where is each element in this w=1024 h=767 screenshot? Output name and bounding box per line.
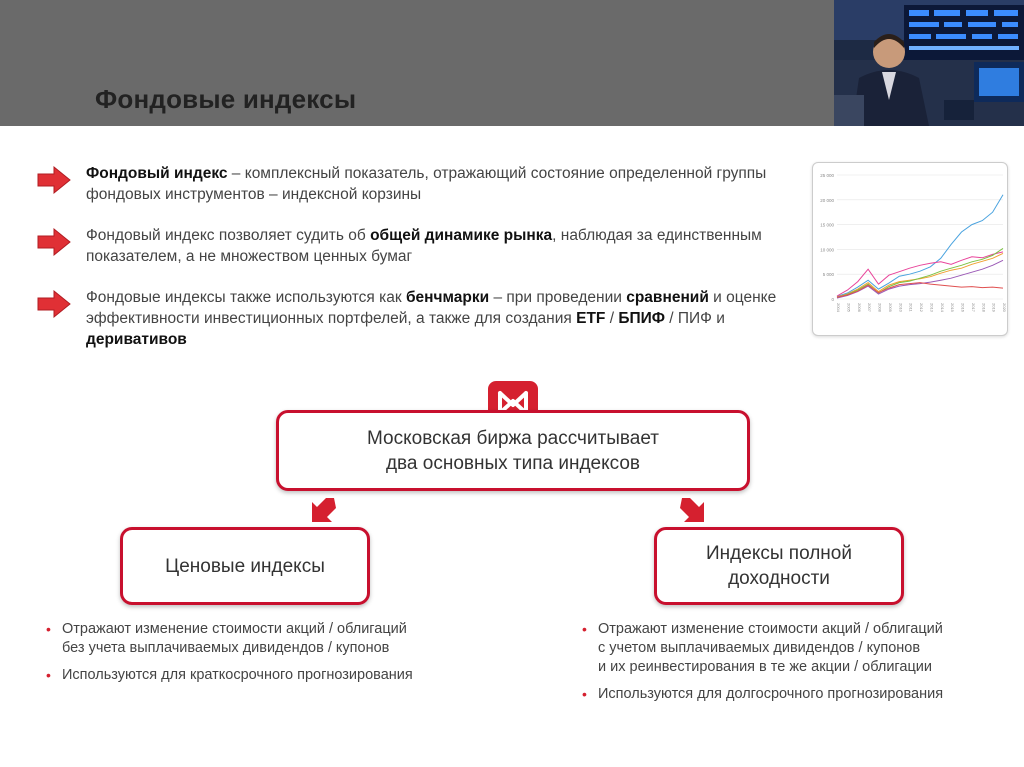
x-tick-label: 2004 bbox=[836, 303, 841, 312]
total-return-indices-box bbox=[654, 527, 904, 605]
bullet-text bbox=[86, 225, 786, 267]
bold-term: бенчмарки bbox=[405, 289, 490, 306]
y-tick-label: 0 bbox=[831, 297, 834, 302]
total-return-line2: доходности bbox=[728, 568, 830, 589]
bold-term: Фондовый индекс bbox=[86, 165, 228, 182]
y-tick-label: 20 000 bbox=[820, 197, 834, 203]
bullet-text bbox=[86, 163, 786, 205]
list-item: • Используются для краткосрочного прогнозирования bbox=[46, 667, 413, 683]
y-tick-label: 25 000 bbox=[820, 173, 834, 178]
chart-series-line-0 bbox=[837, 195, 1003, 297]
list-item: • Отражают изменение стоимости акций / облигаций без учета выплачиваемых дивидендов / купонов bbox=[46, 621, 407, 656]
red-arrow-right-icon bbox=[36, 227, 72, 257]
bullet-text bbox=[86, 287, 786, 350]
bullet-dot-icon: • bbox=[582, 621, 587, 637]
y-tick-label: 10 000 bbox=[820, 247, 834, 253]
text-run: / ПИФ и bbox=[664, 310, 725, 327]
x-tick-label: 2016 bbox=[960, 303, 966, 312]
chart-series-line-3 bbox=[837, 248, 1003, 297]
text-run: и оценке эффективности инвестиционных портфелей, а также для создания bbox=[86, 289, 777, 327]
price-indices-box bbox=[120, 527, 370, 605]
y-tick-label: 5 000 bbox=[822, 272, 834, 278]
x-tick-label: 2015 bbox=[950, 303, 956, 312]
index-line-chart bbox=[813, 163, 1009, 337]
red-arrow-right-icon bbox=[36, 165, 72, 195]
x-tick-label: 2008 bbox=[877, 303, 883, 312]
main-box-line2: два основных типа индексов bbox=[385, 452, 641, 474]
y-tick-label: 15 000 bbox=[820, 222, 834, 228]
x-tick-label: 2006 bbox=[856, 303, 862, 312]
main-box-line1: Московская биржа рассчитывает bbox=[367, 427, 659, 449]
list-item: • Отражают изменение стоимости акций / облигаций с учетом выплачиваемых дивидендов / купонов и их реинвестирования в те же акции / облигации bbox=[582, 621, 943, 675]
total-return-details bbox=[582, 620, 1002, 712]
list-item: • Используются для долгосрочного прогнозирования bbox=[582, 686, 944, 702]
x-tick-label: 2010 bbox=[898, 303, 904, 312]
x-tick-label: 2005 bbox=[846, 303, 852, 312]
x-tick-label: 2014 bbox=[939, 303, 945, 312]
x-tick-label: 2018 bbox=[981, 303, 987, 312]
x-tick-label: 2013 bbox=[929, 303, 935, 312]
exchange-index-types-box bbox=[276, 410, 750, 491]
bold-term: общей динамике рынка bbox=[370, 227, 553, 244]
bullet-dot-icon: • bbox=[46, 667, 51, 683]
x-tick-label: 2017 bbox=[970, 303, 976, 312]
bullet-dot-icon: • bbox=[46, 621, 51, 637]
text-run: , наблюдая за единственным показателем, а не множеством ценных бумаг bbox=[86, 227, 762, 265]
total-return-line1: Индексы полной bbox=[706, 543, 852, 564]
bold-term: ETF bbox=[576, 310, 606, 327]
text-run: – комплексный показатель, отражающий состояние определенной группы фондовых инструментов – индексной корзины bbox=[86, 165, 767, 203]
bold-term: деривативов bbox=[86, 331, 187, 348]
red-arrow-down-left-icon bbox=[306, 494, 340, 528]
x-tick-label: 2011 bbox=[908, 303, 914, 312]
price-indices-label: Ценовые индексы bbox=[165, 555, 325, 577]
bold-term: БПИФ bbox=[618, 310, 665, 327]
bullet-dot-icon: • bbox=[582, 686, 587, 702]
price-indices-details bbox=[46, 620, 466, 693]
x-tick-label: 2012 bbox=[919, 303, 924, 312]
x-tick-label: 2020 bbox=[1002, 303, 1007, 312]
text-run: / bbox=[605, 310, 619, 327]
x-tick-label: 2007 bbox=[867, 303, 873, 312]
bold-term: сравнений bbox=[626, 289, 709, 306]
text-run: – при проведении bbox=[489, 289, 627, 306]
stock-exchange-trader-photo bbox=[834, 0, 1024, 126]
index-chart-card bbox=[812, 162, 1008, 336]
red-arrow-down-right-icon bbox=[676, 494, 710, 528]
red-arrow-right-icon bbox=[36, 289, 72, 319]
header-banner bbox=[0, 0, 1024, 126]
text-run: Фондовые индексы также используются как bbox=[86, 289, 406, 306]
x-tick-label: 2009 bbox=[887, 303, 893, 312]
x-tick-label: 2019 bbox=[991, 303, 997, 312]
text-run: Фондовый индекс позволяет судить об bbox=[86, 227, 371, 244]
page-title: Фондовые индексы bbox=[95, 84, 357, 114]
